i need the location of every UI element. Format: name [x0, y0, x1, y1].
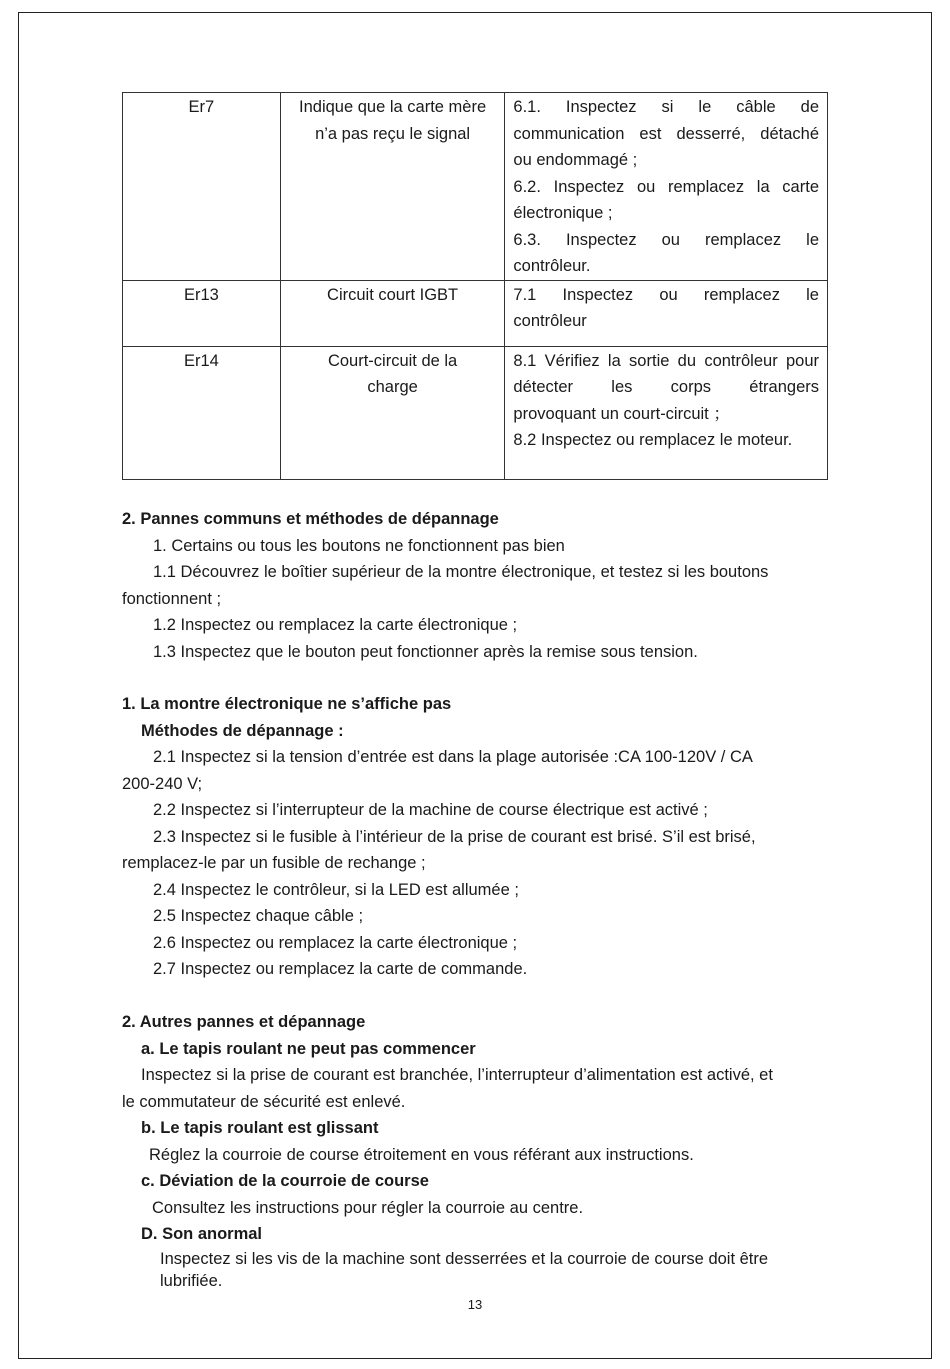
paragraph: le commutateur de sécurité est enlevé.	[122, 1092, 406, 1111]
fix-line: 6.2. Inspectez ou remplacez la carte	[513, 177, 819, 196]
fix-line: contrôleur.	[513, 257, 591, 275]
error-description-cell	[280, 93, 505, 281]
paragraph: 1.2 Inspectez ou remplacez la carte électronique ;	[153, 616, 518, 634]
paragraph: remplacez-le par un fusible de rechange ;	[122, 854, 426, 872]
subheading: a. Le tapis roulant ne peut pas commencer	[141, 1039, 476, 1058]
paragraph: Réglez la courroie de course étroitement en vous référant aux instructions.	[149, 1145, 694, 1164]
description-line: charge	[367, 378, 418, 396]
fix-line: 6.1. Inspectez si le câble de	[513, 98, 819, 116]
subheading: Méthodes de dépannage :	[141, 721, 344, 740]
section-heading: 1. La montre électronique ne s’affiche pas	[122, 695, 452, 713]
paragraph: Inspectez si la prise de courant est branchée, l’interrupteur d’alimentation est activé, et	[141, 1066, 773, 1084]
error-code-cell: Er13	[123, 280, 281, 346]
paragraph: 1.1 Découvrez le boîtier supérieur de la montre électronique, et testez si les boutons	[153, 563, 769, 581]
paragraph: 1. Certains ou tous les boutons ne fonctionnent pas bien	[153, 536, 565, 555]
section-heading: 2. Pannes communs et méthodes de dépannage	[122, 510, 499, 528]
section-heading: 2. Autres pannes et dépannage	[122, 1013, 366, 1031]
fix-line: électronique ;	[513, 204, 613, 222]
common-faults-section	[122, 506, 828, 665]
description-line: Indique que la carte mère	[299, 98, 487, 116]
table-row	[123, 280, 828, 346]
fix-line: contrôleur	[513, 312, 587, 330]
paragraph: Consultez les instructions pour régler la courroie au centre.	[152, 1198, 584, 1217]
error-description-cell	[280, 346, 505, 479]
paragraph: 2.1 Inspectez si la tension d’entrée est dans la plage autorisée :CA 100-120V / CA	[153, 748, 753, 766]
paragraph: fonctionnent ;	[122, 589, 222, 608]
fix-line: détecter les corps étrangers	[513, 378, 819, 396]
table-row	[123, 346, 828, 479]
subheading: c. Déviation de la courroie de course	[141, 1172, 429, 1190]
description-line: n’a pas reçu le signal	[315, 124, 471, 143]
paragraph: 2.7 Inspectez ou remplacez la carte de commande.	[153, 960, 528, 978]
subheading: D. Son anormal	[141, 1225, 263, 1243]
paragraph: lubrifiée.	[160, 1271, 223, 1290]
subheading: b. Le tapis roulant est glissant	[141, 1119, 379, 1137]
other-faults-section	[122, 1009, 828, 1292]
fix-line: ou endommagé ;	[513, 151, 638, 169]
paragraph: Inspectez si les vis de la machine sont desserrées et la courroie de course doit être	[160, 1249, 769, 1268]
page-number: 13	[467, 1297, 483, 1312]
paragraph: 2.2 Inspectez si l’interrupteur de la machine de course électrique est activé ;	[153, 801, 708, 819]
error-code-cell: Er14	[123, 346, 281, 479]
fix-line: 8.2 Inspectez ou remplacez le moteur.	[513, 431, 793, 449]
error-fix-cell	[505, 93, 828, 281]
error-code-table	[122, 92, 828, 480]
fix-line: 6.3. Inspectez ou remplacez le	[513, 230, 819, 249]
error-description-cell	[280, 280, 505, 346]
paragraph: 2.5 Inspectez chaque câble ;	[153, 907, 364, 925]
error-code-cell: Er7	[123, 93, 281, 281]
fix-line: 8.1 Vérifiez la sortie du contrôleur pour	[513, 351, 819, 370]
error-fix-cell	[505, 346, 828, 479]
display-fault-section	[122, 691, 828, 983]
error-fix-cell	[505, 280, 828, 346]
paragraph: 1.3 Inspectez que le bouton peut fonctionner après la remise sous tension.	[153, 642, 698, 661]
paragraph: 2.4 Inspectez le contrôleur, si la LED est allumée ;	[153, 880, 519, 899]
paragraph: 2.6 Inspectez ou remplacez la carte électronique ;	[153, 933, 518, 952]
description-line: Circuit court IGBT	[327, 285, 459, 304]
paragraph: 200-240 V;	[122, 774, 203, 793]
fix-line: 7.1 Inspectez ou remplacez le	[513, 285, 819, 304]
paragraph: 2.3 Inspectez si le fusible à l’intérieur de la prise de courant est brisé. S’il est brisé,	[153, 827, 756, 846]
fix-line: communication est desserré, détaché	[513, 124, 819, 143]
fix-line: provoquant un court-circuit ；	[513, 404, 730, 423]
table-row	[123, 93, 828, 281]
description-line: Court-circuit de la	[327, 351, 458, 370]
